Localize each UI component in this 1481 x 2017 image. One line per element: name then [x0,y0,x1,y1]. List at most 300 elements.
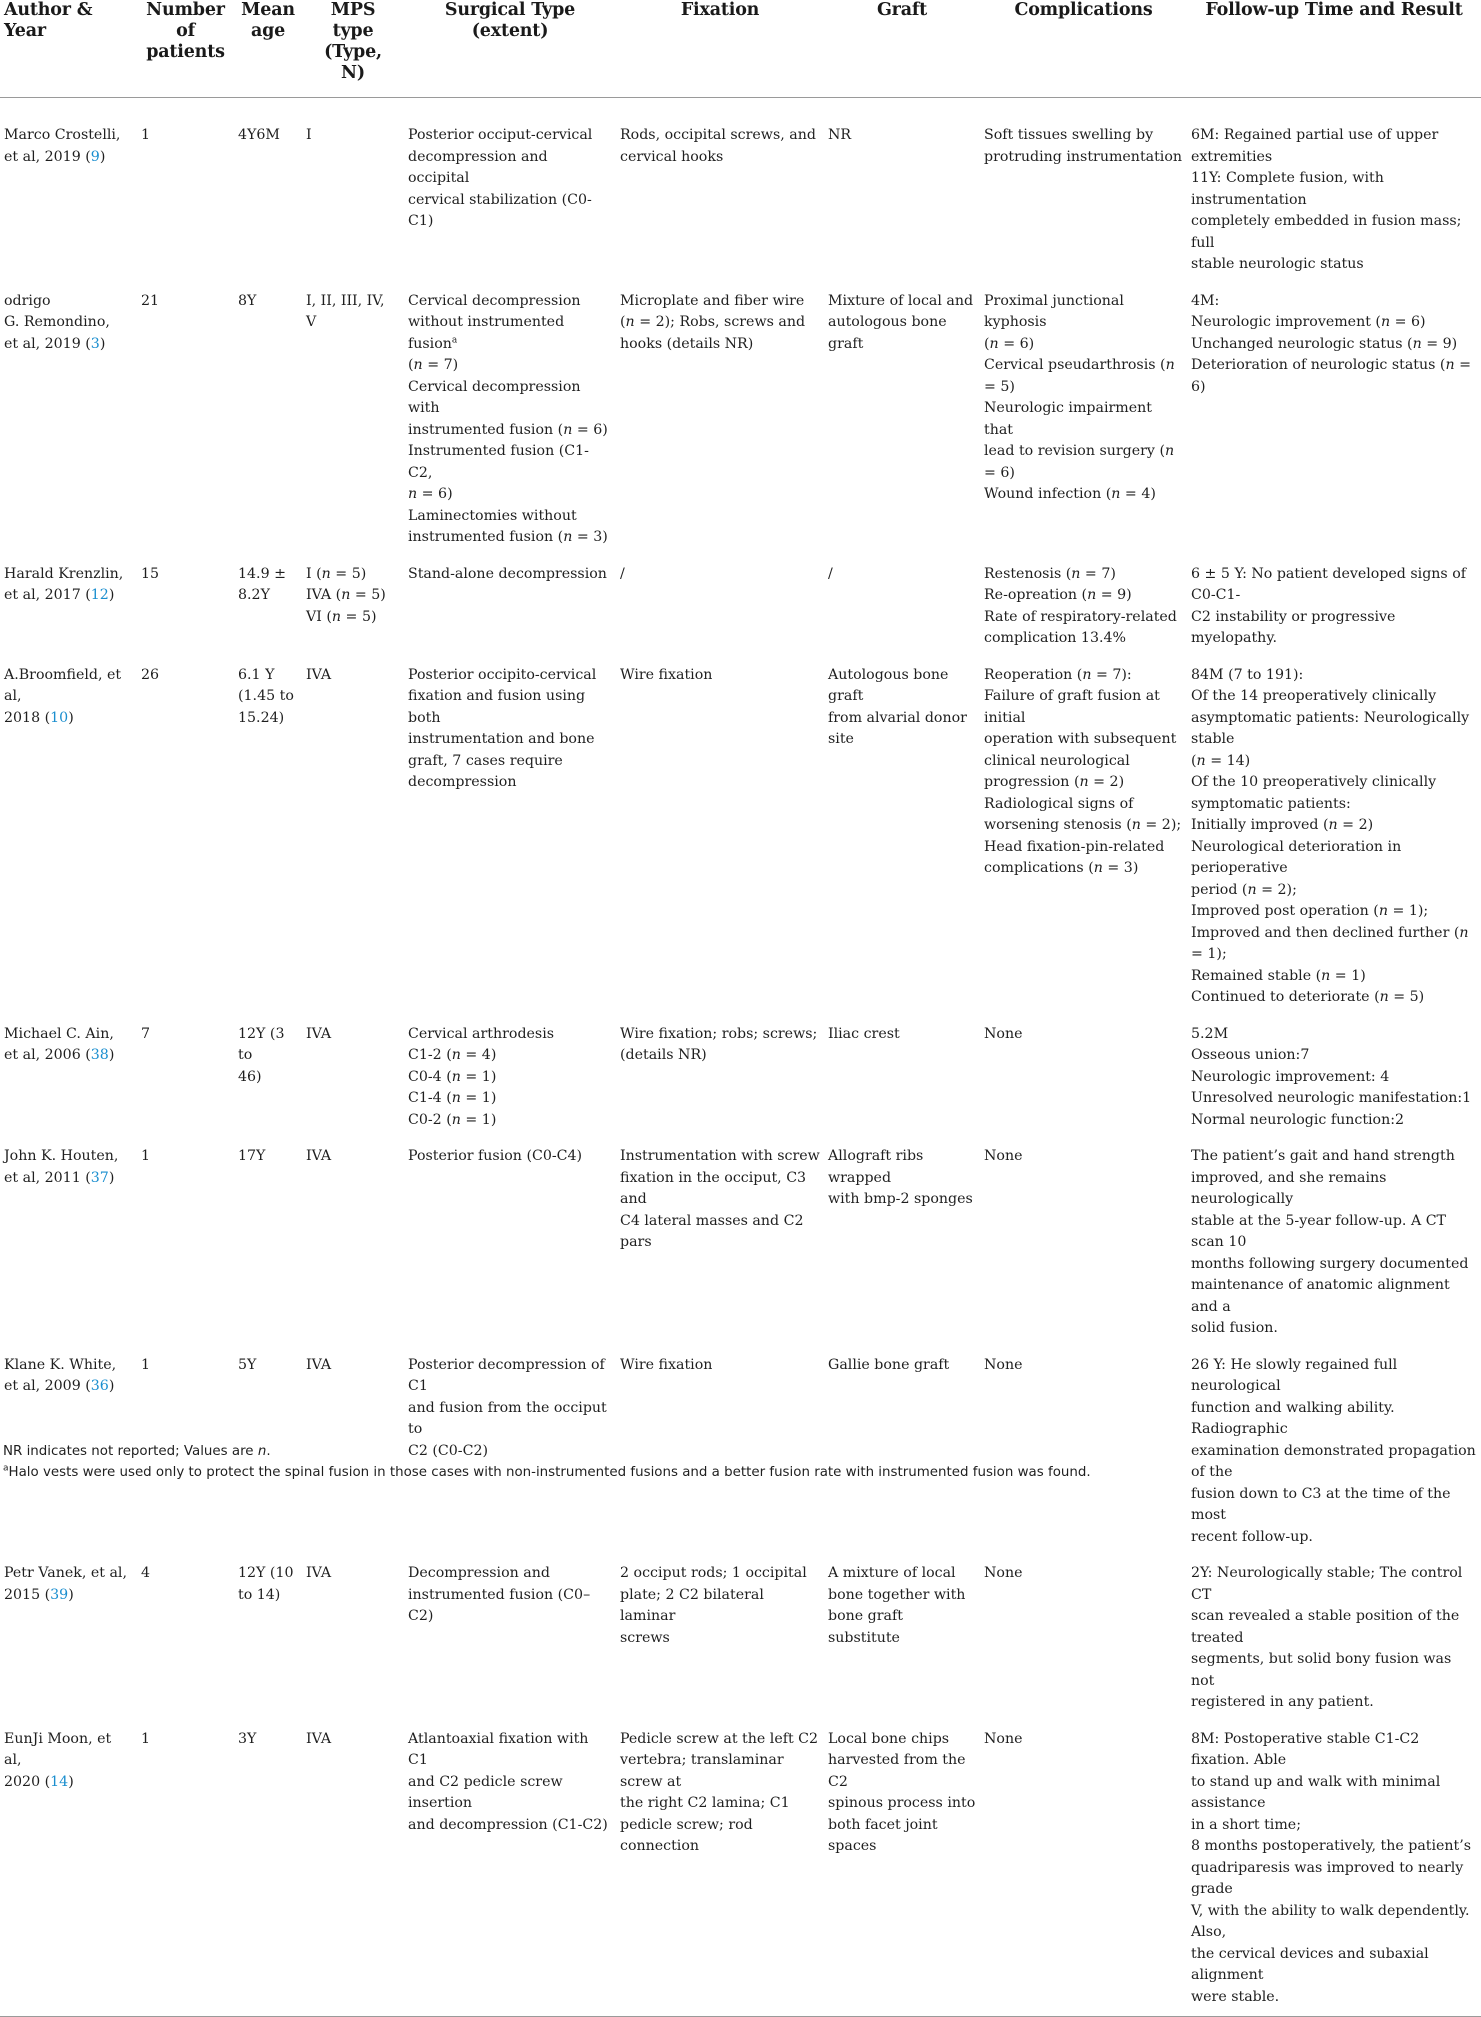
cell-surgical-type-line: and fusion from the occiput to [408,1399,607,1437]
cell-surgical-type-line: C0-4 (n = 1) [408,1068,497,1085]
cell-complications-line: Restenosis (n = 7) [984,565,1116,582]
author-line: A.Broomfield, et al, [4,666,122,704]
reference-link[interactable]: 12 [90,587,109,603]
author-line: 2015 (39) [4,1586,74,1603]
cell-surgical-type-line: n = 6) [408,486,453,502]
cell-complications [980,656,1187,1015]
cell-fixation-line: 2 occiput rods; 1 occipital [620,1565,807,1581]
cell-mps-type-line: V [306,314,317,330]
cell-patients [137,1554,234,1720]
cell-surgical-type [404,1137,616,1346]
cell-followup-line: improved, and she remains neurologically [1191,1169,1387,1207]
cell-age-line: 12Y (10 [238,1565,294,1581]
footnote-halo [3,1462,1479,1483]
cell-patients-line: 1 [141,1356,151,1373]
cell-fixation [616,656,824,1015]
cell-complications-line: Radiological signs of [984,795,1134,812]
cell-complications [980,555,1187,656]
reference-link[interactable]: 38 [90,1047,109,1063]
cell-mps-type-line: I (n = 5) [306,565,367,582]
cell-surgical-type-line: Posterior fusion (C0-C4) [408,1148,583,1164]
cell-followup-line: maintenance of anatomic alignment and a [1191,1277,1450,1315]
cell-followup-line: 4M: [1191,292,1220,309]
cell-fixation [616,1015,824,1138]
cell-age-line: 15.24) [238,709,285,726]
cell-surgical-type-line: C1-2 (n = 4) [408,1047,497,1063]
cell-graft-line: / [828,565,833,582]
cell-surgical-type-line: Posterior decompression of C1 [408,1356,605,1394]
cell-followup-line: Improved and then declined further (n = 1); [1191,924,1469,962]
cell-surgical-type-line: Cervical arthrodesis [408,1025,555,1042]
cell-surgical-type [404,555,616,656]
cell-graft-line: Local bone chips [828,1730,950,1747]
cell-followup-line: Neurologic improvement: 4 [1191,1068,1390,1085]
cell-fixation [616,282,824,555]
cell-followup [1187,282,1481,555]
cell-graft [824,555,980,656]
cell-followup-line: Osseous union:7 [1191,1047,1310,1063]
cell-graft-line: bone together with [828,1586,966,1603]
cell-graft [824,1554,980,1720]
cell-followup-line: Remained stable (n = 1) [1191,967,1366,984]
cell-patients-line: 26 [141,666,160,683]
cell-age [234,1015,302,1138]
reference-link[interactable]: 9 [90,148,100,165]
cell-fixation-line: Wire fixation [620,1356,713,1373]
column-header-line: (Type, [324,42,382,62]
cell-followup-line: Normal neurologic function:2 [1191,1111,1405,1128]
cell-surgical-type-line: and C2 pedicle screw insertion [408,1773,563,1811]
cell-fixation-line: (n = 2); Robs, screws and [620,314,806,330]
cell-surgical-type [404,656,616,1015]
cell-followup [1187,98,1481,282]
cell-surgical-type-line: graft, 7 cases require [408,752,563,769]
table-row [0,98,1481,282]
cell-complications-line: None [984,1730,1023,1747]
cell-followup-line: Unresolved neurologic manifestation:1 [1191,1090,1472,1106]
cell-complications-line: lead to revision surgery (n = 6) [984,443,1175,481]
table-footnotes [3,1441,1479,1483]
cell-fixation [616,1720,824,2017]
cell-surgical-type-line: instrumentation and bone [408,731,595,747]
cell-surgical-type-line: Atlantoaxial fixation with C1 [408,1730,589,1768]
column-header-line: of patients [146,21,225,62]
cell-fixation-line: pedicle screw; rod connection [620,1816,753,1854]
cell-surgical-type-line: C2 (C0-C2) [408,1442,489,1459]
cell-followup-line: segments, but solid bony fusion was not [1191,1651,1452,1689]
cell-fixation-line: cervical hooks [620,148,724,165]
footnote-halo-text: Halo vests were used only to protect the spinal fusion in those cases with non-instrumented fusions and a better fusion rate with instrumented fusion was found. [8,1465,1091,1480]
cell-graft [824,1720,980,2017]
author-line: odrigo [4,292,51,309]
cell-followup [1187,1137,1481,1346]
cell-surgical-type-line: Posterior occiput-cervical [408,127,593,143]
cell-surgical-type-line: cervical stabilization (C0-C1) [408,191,592,229]
author-line: Michael C. Ain, [4,1025,114,1042]
cell-author [0,282,137,555]
cell-followup [1187,1554,1481,1720]
cell-age-line: (1.45 to [238,688,294,704]
cell-fixation-line: / [620,565,625,582]
cell-mps-type-line: IVA [306,1730,332,1747]
cell-mps-type-line: IVA [306,666,332,683]
column-header-7: Graft [824,0,980,98]
cell-author [0,555,137,656]
cell-complications-line: None [984,1148,1023,1164]
cell-complications [980,98,1187,282]
column-header-line: Year [4,21,46,41]
cell-followup-line: period (n = 2); [1191,881,1297,898]
column-header-line: Number [146,0,225,20]
cell-complications [980,1720,1187,2017]
table-row [0,656,1481,1015]
cell-patients-line: 1 [141,1730,151,1747]
author-line: EunJi Moon, et al, [4,1730,112,1768]
cell-surgical-type-line: (n = 7) [408,357,459,373]
table-body [0,98,1481,2017]
cell-complications-line: worsening stenosis (n = 2); [984,817,1182,833]
cell-mps-type [302,1137,404,1346]
cell-fixation-line: Wire fixation; robs; screws; [620,1025,818,1042]
cell-surgical-type-line: instrumented fusion (C0–C2) [408,1586,591,1624]
cell-fixation [616,555,824,656]
cell-followup [1187,555,1481,656]
cell-followup-line: function and walking ability. Radiographic [1191,1399,1395,1437]
cell-graft-line: from alvarial donor [828,709,967,726]
column-header-1 [0,0,137,98]
author-line: 2020 (14) [4,1773,74,1790]
cell-fixation-line: fixation in the occiput, C3 and [620,1169,807,1207]
cell-complications-line: Wound infection (n = 4) [984,486,1156,502]
table-header [0,0,1481,98]
cell-mps-type-line: I [306,127,312,143]
cell-followup-line: completely embedded in fusion mass; full [1191,213,1462,251]
cell-graft-line: Mixture of local and [828,292,974,309]
cell-fixation [616,1137,824,1346]
cell-mps-type-line: IVA [306,1356,332,1373]
cell-complications-line: None [984,1356,1023,1373]
cell-followup-line: 6 ± 5 Y: No patient developed signs of C0-C1- [1191,565,1467,603]
cell-complications [980,1015,1187,1138]
cell-complications-line: Failure of graft fusion at initial [984,688,1160,726]
author-line: et al, 2019 (3) [4,335,106,352]
cell-patients [137,1015,234,1138]
cell-patients-line: 1 [141,127,151,143]
cell-followup-line: 6M: Regained partial use of upper extremities [1191,127,1439,165]
cell-surgical-type-line: and decompression (C1-C2) [408,1816,608,1833]
column-header-line: N) [341,63,365,83]
author-line: et al, 2017 (12) [4,587,115,603]
reference-link[interactable]: 39 [50,1586,69,1603]
cell-graft-line: NR [828,127,852,143]
cell-surgical-type-line: instrumented fusion (n = 6) [408,421,608,438]
cell-mps-type [302,1015,404,1138]
cell-mps-type-line: VI (n = 5) [306,608,377,625]
reference-link[interactable]: 3 [90,335,100,352]
cell-age [234,282,302,555]
author-line: Harald Krenzlin, [4,565,124,582]
cell-surgical-type-line: C1-4 (n = 1) [408,1090,497,1106]
cell-surgical-type-line: without instrumented fusion$^a$ [408,314,565,352]
author-line: et al, 2006 (38) [4,1047,115,1063]
cell-surgical-type [404,1554,616,1720]
cell-followup-line: in a short time; [1191,1816,1301,1833]
cell-followup-line: the cervical devices and subaxial alignment [1191,1945,1429,1983]
cell-followup-line: fusion down to C3 at the time of the most [1191,1485,1451,1523]
column-header-5: Surgical Type (extent) [404,0,616,98]
cell-graft-line: Autologous bone graft [828,666,949,704]
table-row [0,1720,1481,2017]
cell-followup-line: The patient’s gait and hand strength [1191,1148,1455,1164]
cell-age-line: 4Y6M [238,127,280,143]
cell-patients-line: 1 [141,1148,151,1164]
cell-followup-line: Of the 14 preoperatively clinically [1191,688,1437,704]
cell-graft-line: Allograft ribs wrapped [828,1148,924,1186]
cell-surgical-type [404,1720,616,2017]
cell-followup-line: symptomatic patients: [1191,795,1351,812]
cell-age-line: 14.9 ± [238,565,286,582]
cell-author [0,1137,137,1346]
cell-author [0,1015,137,1138]
cell-complications-line: Head fixation-pin-related [984,838,1165,855]
author-line: G. Remondino, [4,314,110,330]
cell-followup-line: quadriparesis was improved to nearly grade [1191,1859,1464,1897]
cell-patients [137,656,234,1015]
cell-patients [137,282,234,555]
cell-author [0,98,137,282]
cell-graft-line: Iliac crest [828,1025,900,1042]
cell-author [0,1554,137,1720]
column-header-3 [234,0,302,98]
cell-surgical-type-line: C0-2 (n = 1) [408,1111,497,1128]
column-header-4 [302,0,404,98]
cell-mps-type [302,1720,404,2017]
column-header-line: Author & [4,0,93,20]
cell-fixation-line: C4 lateral masses and C2 pars [620,1212,804,1250]
cell-age-line: 6.1 Y [238,666,275,683]
footnote-marker: a [3,1463,9,1474]
cell-complications-line: Soft tissues swelling by [984,127,1154,143]
cell-followup-line: Unchanged neurologic status (n = 9) [1191,335,1458,352]
author-line: et al, 2009 (36) [4,1378,115,1394]
cell-followup-line: Initially improved (n = 2) [1191,817,1374,833]
cell-complications-line: Neurologic impairment that [984,400,1152,438]
cell-complications-line: clinical neurological [984,752,1130,769]
column-header-line: Mean [241,0,295,20]
cell-surgical-type-line: Posterior occipito-cervical [408,666,597,683]
column-header-2 [137,0,234,98]
cell-followup-line: 5.2M [1191,1025,1229,1042]
cell-age [234,1720,302,2017]
cell-author [0,1720,137,2017]
cell-followup-line: months following surgery documented [1191,1255,1469,1272]
cell-patients-line: 4 [141,1565,151,1581]
cell-complications-line: (n = 6) [984,335,1035,352]
reference-link[interactable]: 10 [50,709,69,726]
cell-followup-line: to stand up and walk with minimal assistance [1191,1773,1441,1811]
cell-surgical-type-line: Stand-alone decompression [408,565,607,582]
cell-age-line: 8.2Y [238,587,270,603]
cell-followup-line: solid fusion. [1191,1320,1278,1336]
cell-complications-line: protruding instrumentation [984,148,1183,165]
cell-followup-line: stable at the 5-year follow-up. A CT scan 10 [1191,1212,1447,1250]
cell-patients [137,555,234,656]
cell-age [234,98,302,282]
author-line: John K. Houten, [4,1148,119,1164]
column-header-line: type [332,21,374,41]
cell-mps-type [302,656,404,1015]
cell-followup-line: Continued to deteriorate (n = 5) [1191,989,1425,1005]
cell-mps-type-line: IVA (n = 5) [306,587,386,603]
cell-mps-type [302,555,404,656]
cell-surgical-type-line: Cervical decompression with [408,378,581,416]
cell-age-line: to 14) [238,1586,281,1603]
cell-surgical-type-line: instrumented fusion (n = 3) [408,529,608,545]
author-line: et al, 2011 (37) [4,1169,115,1186]
table-row [0,1137,1481,1346]
author-line: 2018 (10) [4,709,74,726]
cell-followup-line: Deterioration of neurologic status (n = 6) [1191,357,1472,395]
cell-followup-line: 2Y: Neurologically stable; The control CT [1191,1565,1463,1603]
cell-complications [980,282,1187,555]
cell-fixation-line: plate; 2 C2 bilateral laminar [620,1586,764,1624]
author-line: Petr Vanek, et al, [4,1565,127,1581]
cell-age-line: 17Y [238,1148,266,1164]
cell-patients-line: 15 [141,565,160,582]
cell-surgical-type-line: decompression [408,774,517,790]
footnote-nr: NR indicates not reported; Values are n. [3,1444,271,1459]
cell-followup-line: Improved post operation (n = 1); [1191,903,1429,919]
cell-age [234,555,302,656]
cell-followup [1187,1015,1481,1138]
reference-link[interactable]: 14 [50,1773,69,1790]
footnote-marker: a [451,334,458,345]
cell-graft-line: A mixture of local [828,1565,956,1581]
cell-fixation-line: Microplate and fiber wire [620,292,805,309]
cell-followup [1187,1720,1481,2017]
cell-mps-type [302,282,404,555]
cell-followup-line: C2 instability or progressive myelopathy. [1191,608,1396,646]
cell-age [234,1554,302,1720]
cell-mps-type-line: IVA [306,1565,332,1581]
cell-followup-line: (n = 14) [1191,752,1251,769]
table-row [0,1554,1481,1720]
cell-followup-line: asymptomatic patients: Neurologically stable [1191,709,1470,747]
cell-fixation-line: Wire fixation [620,666,713,683]
column-header-8: Complications [980,0,1187,98]
cell-age-line: 5Y [238,1356,257,1373]
cell-mps-type-line: IVA [306,1025,332,1042]
cell-followup-line: were stable. [1191,1988,1280,2005]
cell-surgical-type [404,282,616,555]
cell-mps-type-line: IVA [306,1148,332,1164]
cell-graft-line: harvested from the C2 [828,1752,966,1790]
cell-fixation-line: hooks (details NR) [620,335,754,352]
cell-complications-line: None [984,1565,1023,1581]
cell-surgical-type [404,98,616,282]
cell-graft [824,282,980,555]
cell-author [0,656,137,1015]
cell-surgical-type [404,1015,616,1138]
cell-fixation-line: Pedicle screw at the left C2 [620,1730,819,1747]
column-header-6: Fixation [616,0,824,98]
cell-fixation-line: vertebra; translaminar screw at [620,1752,784,1790]
cell-surgical-type-line: Instrumented fusion (C1-C2, [408,443,589,481]
cell-mps-type-line: I, II, III, IV, [306,292,385,309]
cell-patients [137,1720,234,2017]
cell-fixation-line: screws [620,1629,670,1646]
cell-surgical-type-line: decompression and occipital [408,148,548,186]
cell-graft-line: bone graft substitute [828,1608,903,1646]
cell-followup-line: 26 Y: He slowly regained full neurological [1191,1356,1398,1394]
reference-link[interactable]: 37 [90,1169,109,1186]
cell-fixation-line: Instrumentation with screw [620,1148,820,1164]
cell-complications [980,1554,1187,1720]
cell-patients [137,98,234,282]
cell-graft-line: site [828,731,854,747]
table-row [0,1015,1481,1138]
reference-link[interactable]: 36 [90,1378,109,1394]
cell-graft-line: both facet joint spaces [828,1816,938,1854]
cell-surgical-type-line: Decompression and [408,1565,550,1581]
cell-complications-line: progression (n = 2) [984,774,1125,790]
cell-fixation-line: the right C2 lamina; C1 [620,1795,790,1811]
cell-complications-line: Cervical pseudarthrosis (n = 5) [984,357,1175,395]
cell-fixation-line: Rods, occipital screws, and [620,127,816,143]
cell-age-line: 46) [238,1068,262,1085]
cell-followup [1187,656,1481,1015]
cell-complications-line: complication 13.4% [984,630,1126,646]
cell-graft-line: autologous bone graft [828,314,947,352]
author-line: Marco Crostelli, [4,127,121,143]
cell-followup-line: Neurologic improvement (n = 6) [1191,314,1426,330]
cell-followup-line: Of the 10 preoperatively clinically [1191,774,1437,790]
cell-patients [137,1137,234,1346]
cell-followup-line: scan revealed a stable position of the treated [1191,1608,1460,1646]
cell-followup-line: examination demonstrated propagation of the [1191,1442,1476,1480]
table-row [0,282,1481,555]
cell-patients-line: 21 [141,292,160,309]
author-line: et al, 2019 (9) [4,148,106,165]
cell-age [234,1137,302,1346]
cell-complications-line: complications (n = 3) [984,860,1139,876]
cell-complications-line: Re-opreation (n = 9) [984,587,1132,603]
cell-mps-type [302,98,404,282]
author-line: Klane K. White, [4,1356,117,1373]
cell-graft [824,98,980,282]
cell-complications-line: Reoperation (n = 7): [984,666,1132,683]
cell-patients-line: 7 [141,1025,151,1042]
cell-fixation-line: (details NR) [620,1047,707,1063]
cell-surgical-type-line: Laminectomies without [408,507,577,524]
cell-followup-line: 8 months postoperatively, the patient’s [1191,1838,1472,1854]
cell-followup-line: Neurological deterioration in perioperative [1191,838,1402,876]
column-header-line: age [250,21,286,41]
cell-mps-type [302,1554,404,1720]
cell-complications-line: operation with subsequent [984,731,1177,747]
cell-followup-line: recent follow-up. [1191,1528,1313,1545]
cell-fixation [616,98,824,282]
cell-age-line: 3Y [238,1730,257,1747]
cell-complications-line: Rate of respiratory-related [984,608,1177,625]
column-header-line: MPS [330,0,376,20]
cell-complications-line: Proximal junctional kyphosis [984,292,1124,330]
cell-followup-line: 11Y: Complete fusion, with instrumentation [1191,170,1384,208]
cell-graft [824,656,980,1015]
cell-age-line: 12Y (3 to [238,1025,285,1063]
cell-complications [980,1137,1187,1346]
cell-followup-line: 84M (7 to 191): [1191,666,1304,683]
